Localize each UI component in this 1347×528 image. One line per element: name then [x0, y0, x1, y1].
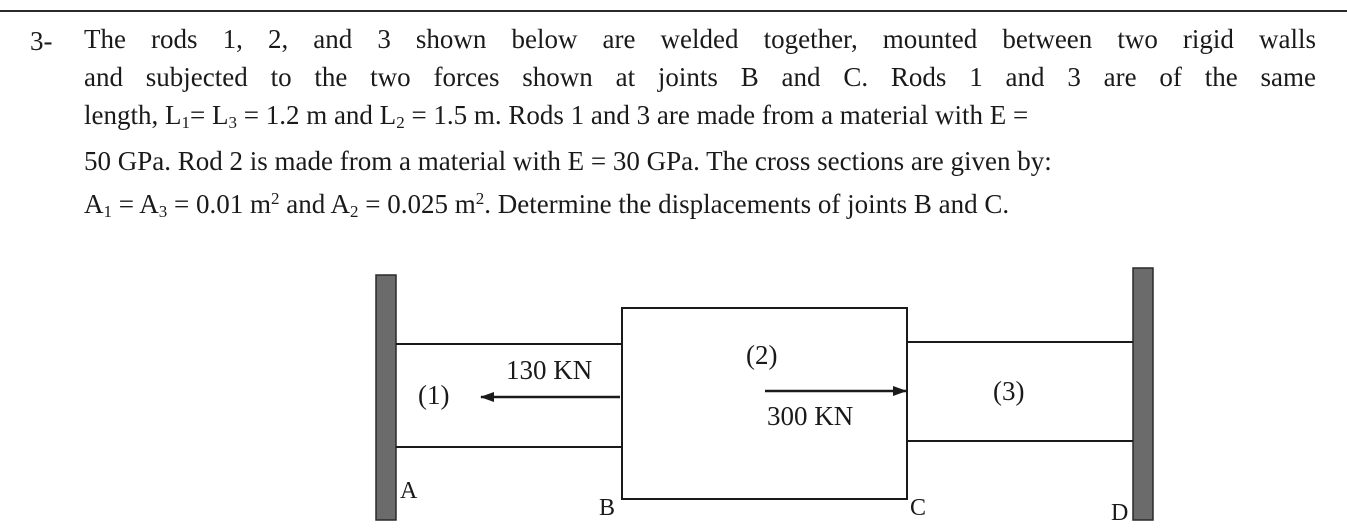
- statement-line-1: The rods 1, 2, and 3 shown below are welded together, mounted between two rigid walls: [84, 24, 1316, 54]
- joint-d-label: D: [1111, 500, 1129, 526]
- statement-line-2: and subjected to the two forces shown at joints B and C. Rods 1 and 3 are of the same: [84, 62, 1316, 92]
- force-label-left: 130 KN: [506, 355, 593, 385]
- rod-2: [622, 308, 907, 499]
- statement-line-3: length, $L_1= L_3 = 1.2$ m and $L_2 = 1.5$ m. Rods 1 and 3 are made from a material with E =: [84, 100, 1029, 132]
- rod-1-label: (1): [418, 380, 450, 410]
- force-label-right: 300 KN: [767, 401, 854, 431]
- rod-3-label: (3): [993, 376, 1025, 406]
- rod-2-label: (2): [746, 340, 778, 370]
- joint-b-label: B: [599, 495, 616, 521]
- joint-a-label: A: [400, 478, 418, 504]
- left-wall: [376, 275, 396, 520]
- right-wall: [1133, 268, 1153, 520]
- statement-line-5: $A_1 = A_3 = 0.01$ $m^2$ and $A_2 = 0.025$ $m^2$. Determine the displacements of joints B and C.: [84, 189, 1010, 221]
- statement-line-4: 50 GPa. Rod 2 is made from a material with E = 30 GPa. The cross sections are given by:: [84, 146, 1052, 176]
- joint-c-label: C: [910, 495, 927, 521]
- problem-number: 3-: [30, 26, 53, 56]
